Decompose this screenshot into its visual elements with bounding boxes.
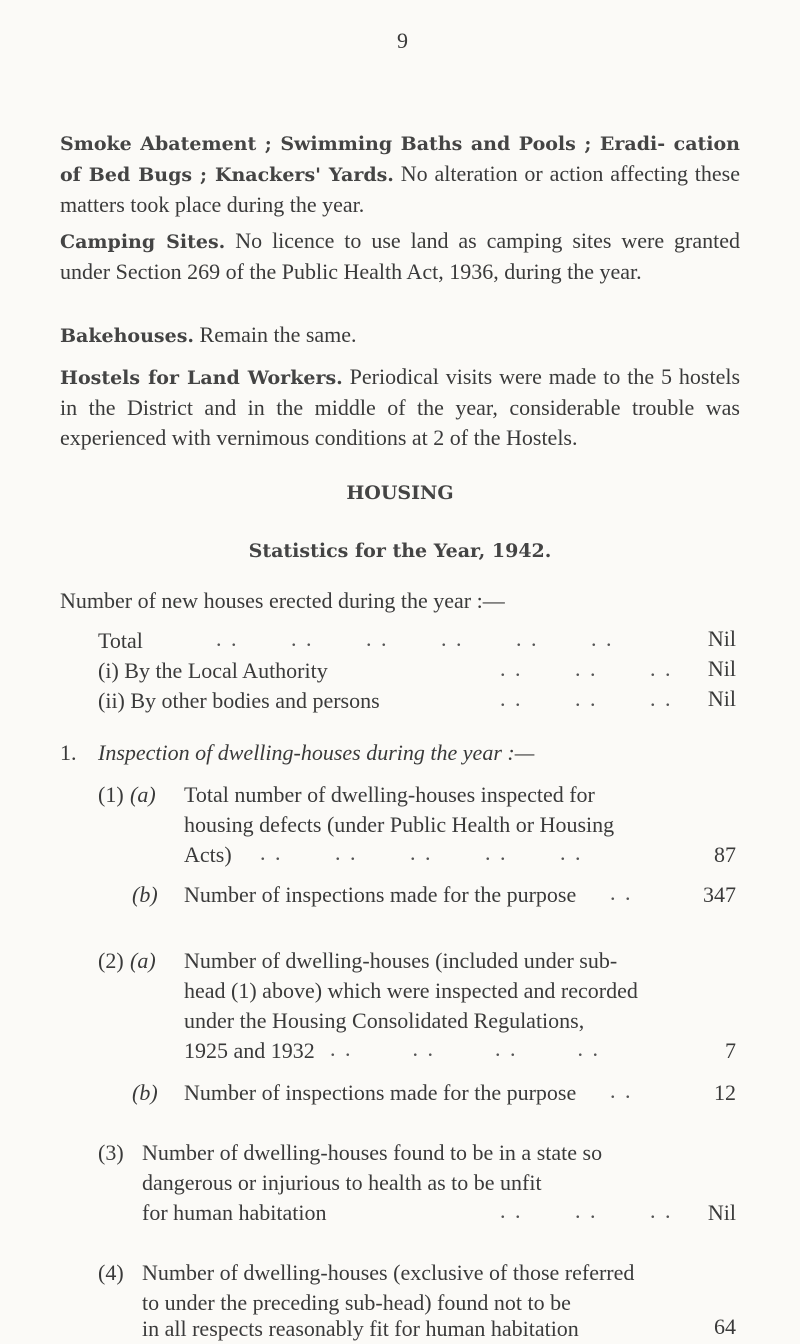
section-number: 1. [60,740,77,765]
item-4-line-3: in all respects reasonably fit for human habitation [142,1316,579,1341]
item-1a-value: 87 [714,842,736,867]
paragraph-text: No alteration or action affecting these matters took place during the year. [60,161,741,217]
housing-title: HOUSING [346,482,454,504]
item-2a-sublabel: (a) [130,948,156,973]
item-3-line-3: for human habitation [142,1200,327,1225]
paragraph-heading: Camping Sites. [60,231,226,253]
item-2a-line-1: Number of dwelling-houses (included under sub- [184,948,618,973]
leader-dots: . . . . . . [500,686,673,711]
item-1b-value: 347 [703,882,736,907]
leader-dots: . . [610,880,633,905]
item-3-label: (3) [98,1140,124,1165]
paragraph-smoke-abatement [60,128,740,220]
paragraph-heading: Bakehouses. [60,325,195,347]
paragraph-text: Periodical visits were made to the 5 hostels in the District and in the middle of the year, considerable trouble was experienced with vernimous conditions at 2 of the Hostels. [60,364,741,450]
item-1a-sublabel: (a) [130,782,156,807]
item-4-value: 64 [714,1314,736,1339]
item-3-value: Nil [707,1200,736,1225]
leader-dots: . . . . . . [500,1198,673,1223]
paragraph-text: No licence to use land as camping sites were granted under Section 269 of the Public Health Act, 1936, during the year. [60,228,741,284]
paragraph-heading: Smoke Abatement ; Swimming Baths and Pools ; Eradi- cation of Bed Bugs ; Knackers' Yards. [60,133,740,186]
item-2b-text: Number of inspections made for the purpose [184,1080,577,1105]
leader-dots: . . . . . . . . . . [260,840,583,865]
item-4-label: (4) [98,1260,124,1285]
leader-dots: . . . . . . . . [330,1036,600,1061]
item-2b-value: 12 [714,1080,736,1105]
section-title: Inspection of dwelling-houses during the year :— [98,740,535,765]
paragraph-heading: Hostels for Land Workers. [60,367,343,389]
item-2a-value: 7 [725,1038,736,1063]
new-houses-local-authority-label: (i) By the Local Authority [98,658,328,683]
item-1a-line-2: housing defects (under Public Health or Housing [184,812,615,837]
item-1b-sublabel: (b) [132,882,158,907]
item-1a-line-1: Total number of dwelling-houses inspected for [184,782,595,807]
statistics-title: Statistics for the Year, 1942. [248,540,552,562]
item-1-label: (1) [98,782,124,807]
leader-dots: . . . . . . . . . . . . [216,626,614,651]
page-number: 9 [397,28,408,53]
new-houses-other-bodies-label: (ii) By other bodies and persons [98,688,380,713]
item-2a-line-4: 1925 and 1932 [184,1038,315,1063]
paragraph-hostels [60,362,740,453]
item-2a-line-3: under the Housing Consolidated Regulations, [184,1008,585,1033]
new-houses-total-label: Total [98,628,143,653]
leader-dots: . . . . . . [500,656,673,681]
item-2-label: (2) [98,948,124,973]
item-4-line-2: to under the preceding sub-head) found not to be [142,1290,571,1315]
item-3-line-2: dangerous or injurious to health as to be unfit [142,1170,542,1195]
new-houses-other-bodies-value: Nil [707,686,736,711]
new-houses-intro: Number of new houses erected during the year :— [60,588,505,613]
item-2a-line-2: head (1) above) which were inspected and recorded [184,978,638,1003]
item-2b-sublabel: (b) [132,1080,158,1105]
paragraph-text: Remain the same. [199,322,357,347]
leader-dots: . . [610,1078,633,1103]
new-houses-total-value: Nil [707,626,736,651]
item-3-line-1: Number of dwelling-houses found to be in a state so [142,1140,603,1165]
item-1a-line-3: Acts) [184,842,232,867]
paragraph-camping-sites [60,226,740,287]
item-1b-text: Number of inspections made for the purpose [184,882,577,907]
item-4-line-1: Number of dwelling-houses (exclusive of those referred [142,1260,635,1285]
new-houses-local-authority-value: Nil [707,656,736,681]
paragraph-bakehouses [60,320,740,351]
